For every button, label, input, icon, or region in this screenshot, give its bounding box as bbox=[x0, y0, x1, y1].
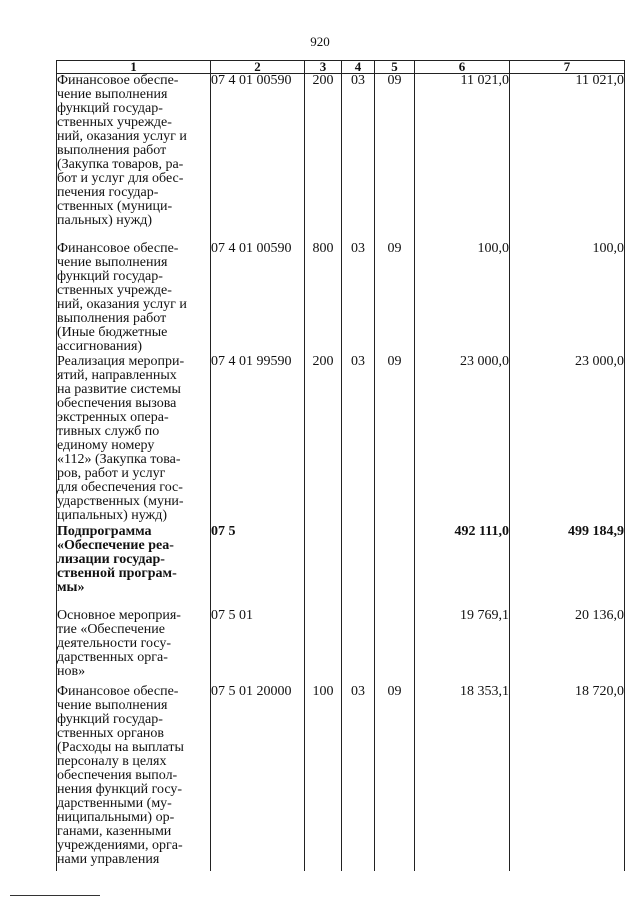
row-name: Финансовое обеспе- чение выполнения функций государ- ственных учрежде- ний, оказания услуг и выполнения работ (Закупка товаров, ра- бот и услуг для обес- печения государ- ственных (муници- пальных) нужд) bbox=[57, 74, 211, 242]
footer-rule bbox=[10, 895, 100, 896]
table-row bbox=[57, 355, 625, 525]
row-name: Подпрограмма «Обеспечение реа- лизации государ- ственной програм- мы» bbox=[57, 525, 211, 609]
header-col-3: 3 bbox=[305, 61, 342, 74]
budget-table bbox=[56, 60, 625, 871]
row-col-3: 200 bbox=[305, 355, 342, 525]
table-row bbox=[57, 242, 625, 355]
row-name: Основное мероприя- тие «Обеспечение деятельности госу- дарственных орга- нов» bbox=[57, 609, 211, 685]
row-amount-7: 499 184,9 bbox=[510, 525, 625, 609]
table-row bbox=[57, 685, 625, 871]
row-col-4: 03 bbox=[342, 242, 375, 355]
header-col-7: 7 bbox=[510, 61, 625, 74]
row-amount-7: 23 000,0 bbox=[510, 355, 625, 525]
header-col-6: 6 bbox=[415, 61, 510, 74]
table-row bbox=[57, 525, 625, 609]
row-name: Реализация меропри- ятий, направленных на развитие системы обеспечения вызова экстренных опера- тивных служб по единому номеру «112» (Закупка това- ров, работ и услуг для обеспечения гос- ударственных (муни- ципальных) нужд) bbox=[57, 355, 211, 525]
row-amount-6: 23 000,0 bbox=[415, 355, 510, 525]
header-col-1: 1 bbox=[57, 61, 211, 74]
header-row bbox=[57, 61, 625, 74]
row-col-4: 03 bbox=[342, 355, 375, 525]
row-amount-7: 11 021,0 bbox=[510, 74, 625, 242]
row-amount-6: 11 021,0 bbox=[415, 74, 510, 242]
row-col-4 bbox=[342, 609, 375, 685]
row-code: 07 4 01 00590 bbox=[211, 242, 305, 355]
row-amount-6: 100,0 bbox=[415, 242, 510, 355]
row-col-3: 200 bbox=[305, 74, 342, 242]
row-col-3 bbox=[305, 609, 342, 685]
header-col-5: 5 bbox=[375, 61, 415, 74]
row-amount-6: 19 769,1 bbox=[415, 609, 510, 685]
row-code: 07 4 01 00590 bbox=[211, 74, 305, 242]
row-code: 07 4 01 99590 bbox=[211, 355, 305, 525]
row-name: Финансовое обеспе- чение выполнения функций государ- ственных учрежде- ний, оказания услуг и выполнения работ (Иные бюджетные ассигнования) bbox=[57, 242, 211, 355]
row-col-4: 03 bbox=[342, 685, 375, 871]
row-col-5 bbox=[375, 525, 415, 609]
row-col-5: 09 bbox=[375, 74, 415, 242]
row-amount-6: 18 353,1 bbox=[415, 685, 510, 871]
row-amount-6: 492 111,0 bbox=[415, 525, 510, 609]
row-col-3 bbox=[305, 525, 342, 609]
row-amount-7: 18 720,0 bbox=[510, 685, 625, 871]
row-col-3: 100 bbox=[305, 685, 342, 871]
row-col-5: 09 bbox=[375, 242, 415, 355]
row-amount-7: 100,0 bbox=[510, 242, 625, 355]
header-col-2: 2 bbox=[211, 61, 305, 74]
row-col-5 bbox=[375, 609, 415, 685]
page-number: 920 bbox=[310, 34, 330, 49]
row-amount-7: 20 136,0 bbox=[510, 609, 625, 685]
row-col-3: 800 bbox=[305, 242, 342, 355]
header-col-4: 4 bbox=[342, 61, 375, 74]
table-row bbox=[57, 74, 625, 242]
row-col-5: 09 bbox=[375, 355, 415, 525]
table-row bbox=[57, 609, 625, 685]
row-code: 07 5 01 20000 bbox=[211, 685, 305, 871]
row-code: 07 5 01 bbox=[211, 609, 305, 685]
row-col-5: 09 bbox=[375, 685, 415, 871]
row-name: Финансовое обеспе- чение выполнения функций государ- ственных органов (Расходы на выплаты персоналу в целях обеспечения выпол- нения функций госу- дарственными (му- ниципальными) ор- ганами, казенными учреждениями, орга- нами управления bbox=[57, 685, 211, 871]
row-code: 07 5 bbox=[211, 525, 305, 609]
row-col-4: 03 bbox=[342, 74, 375, 242]
row-col-4 bbox=[342, 525, 375, 609]
